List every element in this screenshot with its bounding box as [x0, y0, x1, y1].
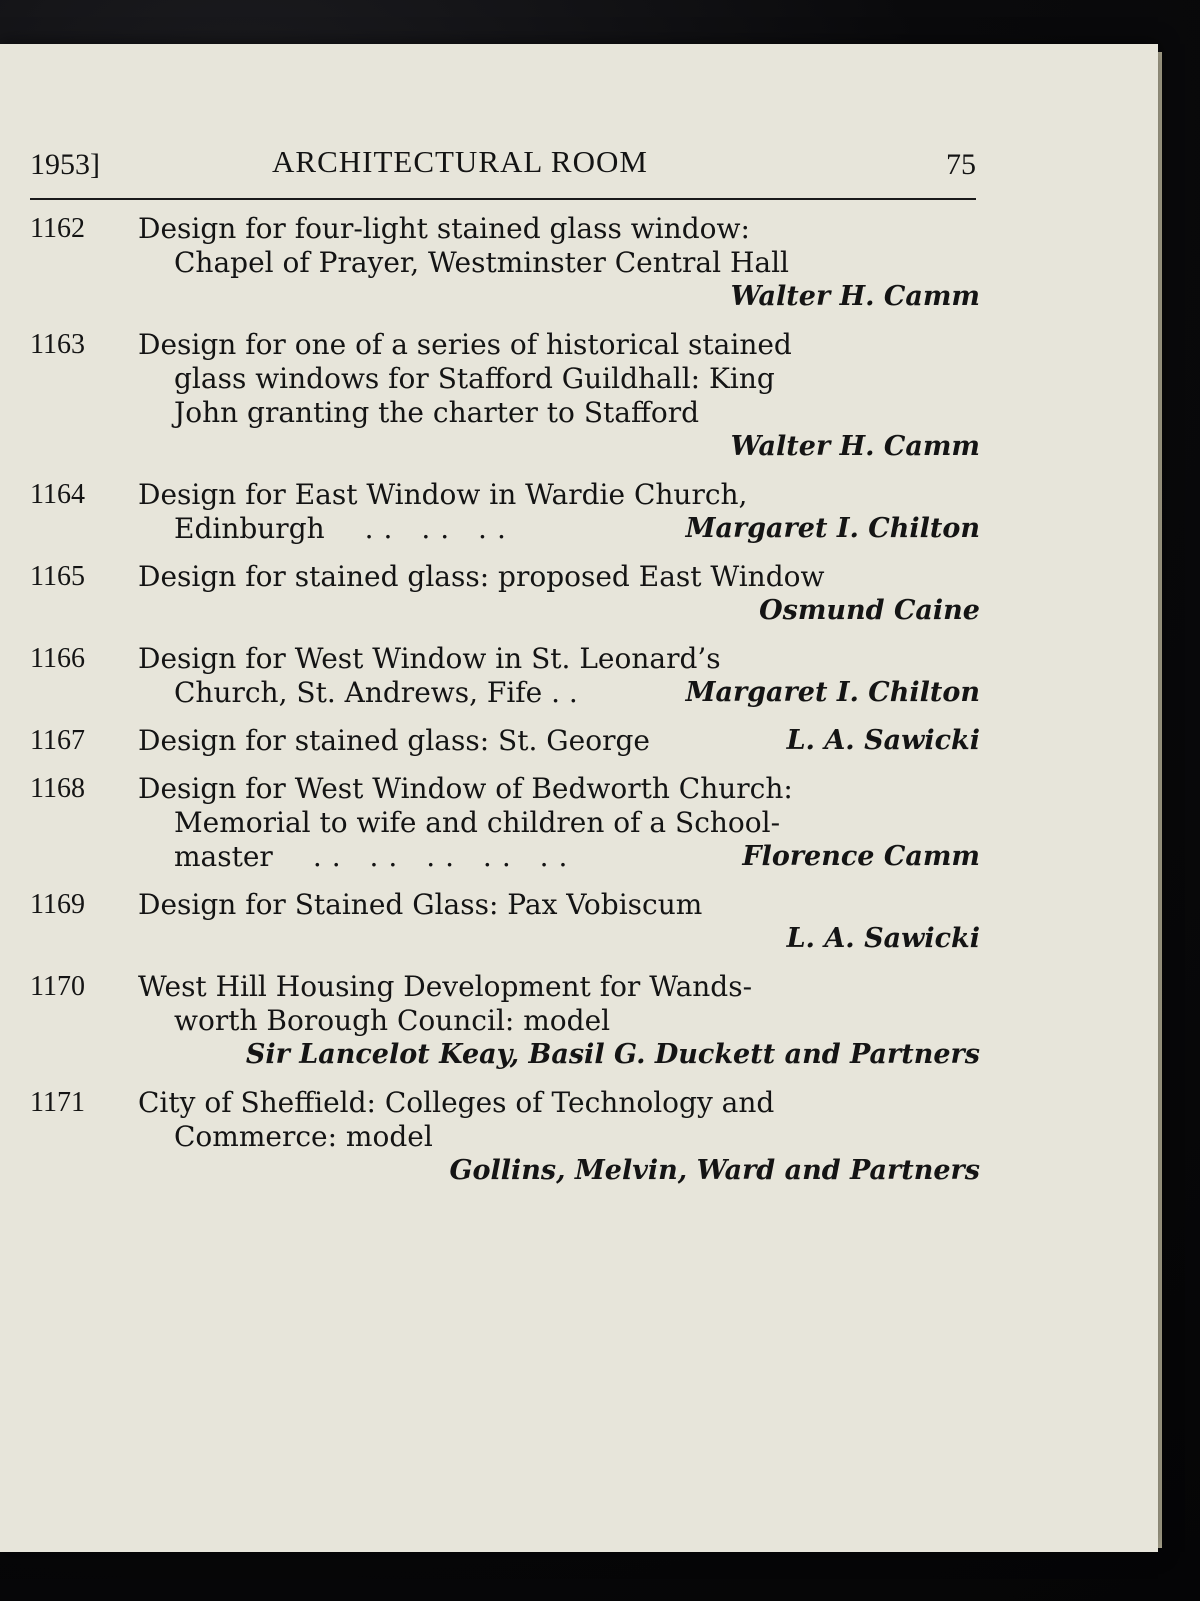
- entry-author: Margaret I. Chilton: [685, 513, 980, 544]
- page-number: 75: [946, 148, 976, 181]
- header-year: 1953]: [30, 148, 100, 181]
- entry-number: 1166: [30, 643, 85, 674]
- entry-author: Florence Camm: [742, 841, 980, 872]
- entry-title-line: John granting the charter to Stafford: [174, 396, 699, 429]
- entry-1171: [30, 1086, 980, 1188]
- entry-author: Walter H. Camm: [730, 281, 980, 312]
- entry-1166: [30, 642, 980, 710]
- entry-title-line: West Hill Housing Development for Wands-: [138, 970, 753, 1003]
- entry-author: Sir Lancelot Keay, Basil G. Duckett and Partners: [245, 1039, 980, 1070]
- entry-1164: [30, 478, 980, 546]
- entry-number: 1171: [30, 1087, 85, 1118]
- entry-title-line: Design for one of a series of historical stained: [138, 328, 792, 361]
- entry-number: 1170: [30, 971, 85, 1002]
- entry-author: Gollins, Melvin, Ward and Partners: [449, 1155, 980, 1186]
- entry-title-line: Church, St. Andrews, Fife . .: [174, 676, 578, 709]
- entry-title-line: Design for four-light stained glass window:: [138, 212, 750, 245]
- entry-number: 1165: [30, 561, 85, 592]
- entry-title-line: Edinburgh: [174, 512, 325, 545]
- entry-author: Margaret I. Chilton: [685, 677, 980, 708]
- entry-title-line: Design for stained glass: proposed East Window: [138, 560, 825, 593]
- entry-title-line: Design for East Window in Wardie Church,: [138, 478, 748, 511]
- entry-title-line: Design for stained glass: St. George: [138, 724, 650, 757]
- entry-number: 1164: [30, 479, 85, 510]
- entry-number: 1162: [30, 213, 85, 244]
- entry-number: 1167: [30, 725, 85, 756]
- catalogue-entries: [30, 212, 980, 1202]
- entry-1165: [30, 560, 980, 628]
- entry-title-line: worth Borough Council: model: [174, 1004, 611, 1037]
- book-page: [0, 44, 1158, 1552]
- header-title: ARCHITECTURAL ROOM: [272, 144, 648, 179]
- dot-leader: .. .. .. .. ..: [312, 840, 578, 873]
- running-header: [30, 144, 976, 194]
- entry-title-line: Design for West Window of Bedworth Church:: [138, 772, 793, 805]
- dot-leader: .. .. ..: [364, 512, 516, 545]
- header-rule: [30, 198, 976, 200]
- entry-title-line: Chapel of Prayer, Westminster Central Hall: [174, 246, 789, 279]
- entry-number: 1169: [30, 889, 85, 920]
- entry-title-line: Commerce: model: [174, 1120, 433, 1153]
- entry-1168: [30, 772, 980, 874]
- entry-number: 1163: [30, 329, 85, 360]
- entry-title-line: City of Sheffield: Colleges of Technology and: [138, 1086, 775, 1119]
- entry-1163: [30, 328, 980, 464]
- entry-title-line: glass windows for Stafford Guildhall: King: [174, 362, 775, 395]
- entry-author: Osmund Caine: [759, 595, 980, 626]
- entry-title-line: Memorial to wife and children of a School-: [174, 806, 781, 839]
- entry-1169: [30, 888, 980, 956]
- entry-1170: [30, 970, 980, 1072]
- entry-author: Walter H. Camm: [730, 431, 980, 462]
- entry-author: L. A. Sawicki: [786, 725, 980, 756]
- entry-1162: [30, 212, 980, 314]
- entry-author: L. A. Sawicki: [786, 923, 980, 954]
- entry-number: 1168: [30, 773, 85, 804]
- entry-title-line: Design for West Window in St. Leonard’s: [138, 642, 721, 675]
- entry-1167: [30, 724, 980, 758]
- entry-title-line: master: [174, 840, 273, 873]
- entry-title-line: Design for Stained Glass: Pax Vobiscum: [138, 888, 703, 921]
